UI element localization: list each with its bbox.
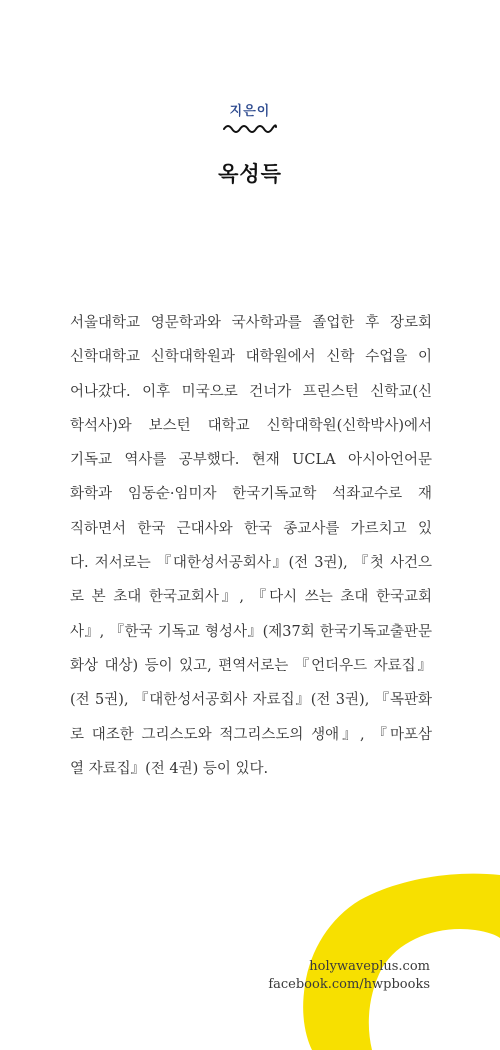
- bio-line: 로 본 초대 한국교회사』, 『다시 쓰는 초대 한국교회: [70, 589, 432, 606]
- bio-line: 신학대학교 신학대학원과 대학원에서 신학 수업을 이: [70, 349, 432, 366]
- website-link[interactable]: holywaveplus.com: [309, 959, 430, 974]
- bio-line: 다. 저서로는 『대한성서공회사』(전 3권), 『첫 사건으: [70, 555, 432, 572]
- wave-divider-icon: [222, 120, 278, 134]
- author-name: 옥성득: [218, 162, 282, 186]
- bio-line: 화상 대상) 등이 있고, 편역서로는 『언더우드 자료집』: [70, 657, 432, 674]
- bio-line: 직하면서 한국 근대사와 한국 종교사를 가르치고 있: [70, 520, 432, 537]
- facebook-link[interactable]: facebook.com/hwpbooks: [268, 977, 430, 992]
- bio-line: (전 5권), 『대한성서공회사 자료집』(전 3권), 『목판화: [70, 692, 432, 709]
- author-biography: [70, 306, 432, 786]
- bio-line: 열 자료집』(전 4권) 등이 있다.: [70, 760, 269, 777]
- bio-line: 어나갔다. 이후 미국으로 건너가 프린스턴 신학교(신: [70, 383, 432, 400]
- author-section-label: 지은이: [229, 104, 271, 119]
- bio-line: 학석사)와 보스턴 대학교 신학대학원(신학박사)에서: [70, 417, 432, 434]
- bio-line: 서울대학교 영문학과와 국사학과를 졸업한 후 장로회: [70, 315, 432, 331]
- bio-line: 사』, 『한국 기독교 형성사』(제37회 한국기독교출판문: [70, 623, 432, 640]
- publisher-links: [268, 958, 430, 994]
- bio-line: 화학과 임동순·임미자 한국기독교학 석좌교수로 재: [70, 486, 432, 503]
- bio-line: 로 대조한 그리스도와 적그리스도의 생애』, 『마포삼: [70, 726, 432, 743]
- bio-line: 기독교 역사를 공부했다. 현재 UCLA 아시아언어문: [70, 452, 432, 469]
